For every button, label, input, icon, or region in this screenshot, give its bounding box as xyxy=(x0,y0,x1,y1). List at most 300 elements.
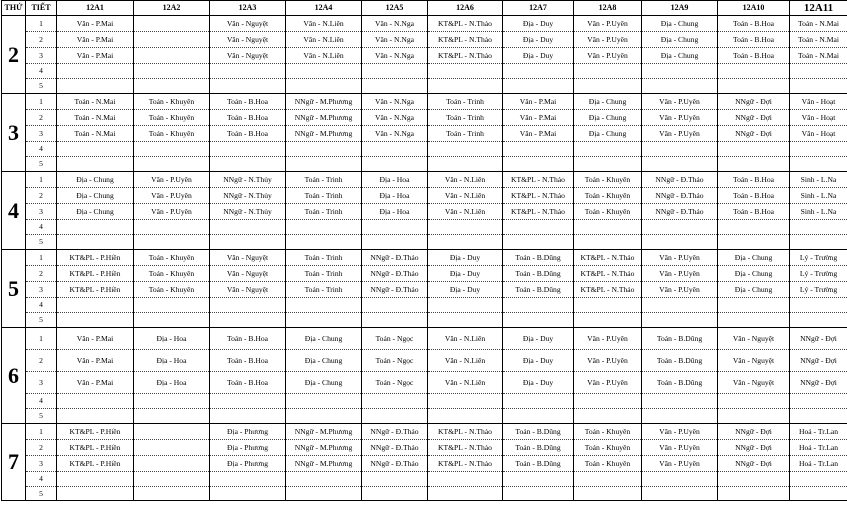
lesson-cell: Văn - Nguyệt xyxy=(210,282,286,298)
lesson-cell xyxy=(134,142,210,157)
period-number: 1 xyxy=(26,328,57,350)
lesson-cell: Địa - Chung xyxy=(718,266,790,282)
lesson-cell xyxy=(503,235,574,250)
lesson-cell: Văn - P.Uyên xyxy=(134,172,210,188)
lesson-cell: NNgữ - Đợi xyxy=(718,126,790,142)
period-number: 5 xyxy=(26,157,57,172)
lesson-cell xyxy=(790,313,847,328)
lesson-cell xyxy=(503,409,574,424)
lesson-cell: Địa - Duy xyxy=(428,282,503,298)
lesson-cell: Văn - P.Uyên xyxy=(642,424,718,440)
lesson-cell: KT&PL - N.Thảo xyxy=(428,48,503,64)
lesson-cell: Toán - Khuyên xyxy=(134,94,210,110)
lesson-cell: KT&PL - P.Hiền xyxy=(57,266,134,282)
lesson-cell: Địa - Chung xyxy=(574,126,642,142)
lesson-cell: Lý - Trường xyxy=(790,250,847,266)
lesson-cell: KT&PL - N.Thảo xyxy=(428,32,503,48)
lesson-cell: Hoá - Tr.Lan xyxy=(790,440,847,456)
lesson-cell: NNgữ - M.Phương xyxy=(286,424,362,440)
lesson-cell xyxy=(642,487,718,501)
lesson-cell xyxy=(286,64,362,79)
lesson-cell xyxy=(210,64,286,79)
schedule-row xyxy=(2,372,847,394)
lesson-cell xyxy=(286,157,362,172)
lesson-cell: Toán - Khuyên xyxy=(134,266,210,282)
lesson-cell xyxy=(718,313,790,328)
schedule-row xyxy=(2,48,847,64)
lesson-cell: KT&PL - N.Thảo xyxy=(574,266,642,282)
timetable xyxy=(1,0,847,501)
lesson-cell: KT&PL - P.Hiền xyxy=(57,440,134,456)
lesson-cell xyxy=(362,220,428,235)
lesson-cell: NNgữ - N.Thủy xyxy=(210,172,286,188)
lesson-cell xyxy=(210,235,286,250)
lesson-cell: Địa - Hoa xyxy=(362,204,428,220)
lesson-cell xyxy=(134,16,210,32)
lesson-cell: Văn - Hoạt xyxy=(790,94,847,110)
lesson-cell: Toán - B.Dũng xyxy=(642,328,718,350)
lesson-cell xyxy=(57,409,134,424)
lesson-cell xyxy=(574,235,642,250)
lesson-cell: Hoá - Tr.Lan xyxy=(790,456,847,472)
lesson-cell: Văn - N.Nga xyxy=(362,94,428,110)
class-header: 12A10 xyxy=(718,1,790,16)
schedule-row xyxy=(2,282,847,298)
lesson-cell: NNgữ - M.Phương xyxy=(286,456,362,472)
lesson-cell xyxy=(574,79,642,94)
lesson-cell xyxy=(718,472,790,487)
lesson-cell xyxy=(790,487,847,501)
schedule-row xyxy=(2,220,847,235)
schedule-row xyxy=(2,188,847,204)
lesson-cell: Toán - Ngọc xyxy=(362,350,428,372)
schedule-row xyxy=(2,394,847,409)
lesson-cell: Văn - Nguyệt xyxy=(718,328,790,350)
lesson-cell xyxy=(642,394,718,409)
lesson-cell xyxy=(503,487,574,501)
day-header: THỨ xyxy=(2,1,26,16)
lesson-cell: KT&PL - N.Thảo xyxy=(428,440,503,456)
lesson-cell xyxy=(503,394,574,409)
lesson-cell xyxy=(57,157,134,172)
lesson-cell xyxy=(642,64,718,79)
lesson-cell: Toán - Khuyên xyxy=(574,456,642,472)
lesson-cell: Toán - B.Hoa xyxy=(718,204,790,220)
lesson-cell xyxy=(57,235,134,250)
lesson-cell: Văn - P.Mai xyxy=(57,32,134,48)
lesson-cell: Văn - P.Uyên xyxy=(642,94,718,110)
schedule-row xyxy=(2,487,847,501)
lesson-cell xyxy=(718,487,790,501)
lesson-cell xyxy=(574,409,642,424)
lesson-cell: Văn - N.Nga xyxy=(362,48,428,64)
lesson-cell: NNgữ - Đợi xyxy=(718,440,790,456)
lesson-cell: Toán - Trinh xyxy=(286,188,362,204)
lesson-cell: Toán - B.Dũng xyxy=(642,372,718,394)
class-header: 12A9 xyxy=(642,1,718,16)
lesson-cell xyxy=(718,157,790,172)
lesson-cell xyxy=(362,409,428,424)
lesson-cell xyxy=(57,313,134,328)
period-number: 2 xyxy=(26,110,57,126)
day-label: 7 xyxy=(2,424,26,501)
lesson-cell: Văn - P.Mai xyxy=(503,126,574,142)
lesson-cell: NNgữ - Đợi xyxy=(718,94,790,110)
lesson-cell xyxy=(574,313,642,328)
lesson-cell: Địa - Hoa xyxy=(362,172,428,188)
lesson-cell xyxy=(210,142,286,157)
lesson-cell: Văn - N.Nga xyxy=(362,32,428,48)
lesson-cell: NNgữ - Đợi xyxy=(718,424,790,440)
lesson-cell: Địa - Hoa xyxy=(362,188,428,204)
lesson-cell xyxy=(57,394,134,409)
lesson-cell: Văn - P.Uyên xyxy=(642,456,718,472)
lesson-cell: Văn - Nguyệt xyxy=(210,48,286,64)
timetable-body xyxy=(2,16,847,501)
lesson-cell xyxy=(790,220,847,235)
period-number: 5 xyxy=(26,235,57,250)
lesson-cell: Địa - Chung xyxy=(57,188,134,204)
lesson-cell xyxy=(503,79,574,94)
lesson-cell: Toán - Khuyên xyxy=(134,282,210,298)
lesson-cell xyxy=(210,472,286,487)
lesson-cell: KT&PL - P.Hiền xyxy=(57,250,134,266)
class-header: 12A6 xyxy=(428,1,503,16)
period-number: 4 xyxy=(26,472,57,487)
lesson-cell xyxy=(210,409,286,424)
lesson-cell xyxy=(574,142,642,157)
schedule-row xyxy=(2,266,847,282)
lesson-cell xyxy=(718,298,790,313)
lesson-cell: Toán - B.Hoa xyxy=(718,32,790,48)
lesson-cell: KT&PL - P.Hiền xyxy=(57,282,134,298)
schedule-row xyxy=(2,424,847,440)
lesson-cell xyxy=(57,142,134,157)
lesson-cell: Văn - P.Uyên xyxy=(642,110,718,126)
lesson-cell: NNgữ - Đợi xyxy=(718,110,790,126)
lesson-cell: Toán - B.Hoa xyxy=(210,110,286,126)
lesson-cell xyxy=(286,487,362,501)
period-number: 3 xyxy=(26,456,57,472)
day-label: 2 xyxy=(2,16,26,94)
lesson-cell: Toán - B.Hoa xyxy=(210,350,286,372)
lesson-cell xyxy=(134,220,210,235)
lesson-cell xyxy=(362,142,428,157)
class-header: 12A8 xyxy=(574,1,642,16)
lesson-cell xyxy=(574,157,642,172)
lesson-cell xyxy=(286,394,362,409)
lesson-cell: Toán - Trinh xyxy=(286,250,362,266)
lesson-cell: KT&PL - N.Thảo xyxy=(503,204,574,220)
lesson-cell xyxy=(362,472,428,487)
period-number: 1 xyxy=(26,250,57,266)
schedule-row xyxy=(2,313,847,328)
lesson-cell xyxy=(134,424,210,440)
lesson-cell: Toán - Trinh xyxy=(286,282,362,298)
schedule-row xyxy=(2,79,847,94)
lesson-cell xyxy=(210,298,286,313)
lesson-cell: NNgữ - M.Phương xyxy=(286,126,362,142)
lesson-cell: Địa - Chung xyxy=(574,94,642,110)
lesson-cell: Văn - N.Liên xyxy=(428,188,503,204)
lesson-cell xyxy=(362,313,428,328)
lesson-cell: Văn - N.Liên xyxy=(286,48,362,64)
lesson-cell: Văn - N.Liên xyxy=(428,204,503,220)
lesson-cell: Văn - P.Uyên xyxy=(574,32,642,48)
lesson-cell: Toán - Khuyên xyxy=(134,110,210,126)
lesson-cell: NNgữ - Đ.Thảo xyxy=(362,440,428,456)
lesson-cell xyxy=(134,64,210,79)
lesson-cell xyxy=(642,472,718,487)
lesson-cell: NNgữ - N.Thủy xyxy=(210,188,286,204)
lesson-cell xyxy=(503,157,574,172)
lesson-cell: Toán - B.Hoa xyxy=(718,172,790,188)
lesson-cell: NNgữ - Đ.Thảo xyxy=(362,424,428,440)
lesson-cell: Địa - Duy xyxy=(503,32,574,48)
lesson-cell: Văn - N.Liên xyxy=(428,172,503,188)
lesson-cell xyxy=(574,394,642,409)
schedule-row xyxy=(2,172,847,188)
period-number: 5 xyxy=(26,487,57,501)
lesson-cell xyxy=(428,142,503,157)
lesson-cell xyxy=(428,235,503,250)
lesson-cell xyxy=(574,487,642,501)
lesson-cell xyxy=(790,298,847,313)
lesson-cell: Địa - Duy xyxy=(503,48,574,64)
lesson-cell: Toán - Trinh xyxy=(286,204,362,220)
period-number: 2 xyxy=(26,32,57,48)
lesson-cell: Toán - N.Mai xyxy=(790,16,847,32)
lesson-cell: KT&PL - N.Thảo xyxy=(428,16,503,32)
lesson-cell xyxy=(428,220,503,235)
lesson-cell xyxy=(503,220,574,235)
lesson-cell xyxy=(642,220,718,235)
lesson-cell: Sinh - L.Na xyxy=(790,172,847,188)
lesson-cell xyxy=(718,394,790,409)
lesson-cell: Toán - Trinh xyxy=(286,266,362,282)
schedule-row xyxy=(2,350,847,372)
lesson-cell xyxy=(790,409,847,424)
period-number: 1 xyxy=(26,94,57,110)
period-number: 3 xyxy=(26,372,57,394)
lesson-cell xyxy=(362,157,428,172)
period-number: 2 xyxy=(26,440,57,456)
lesson-cell: Địa - Phương xyxy=(210,440,286,456)
schedule-row xyxy=(2,126,847,142)
period-number: 3 xyxy=(26,48,57,64)
lesson-cell xyxy=(134,456,210,472)
period-number: 5 xyxy=(26,313,57,328)
lesson-cell: NNgữ - Đợi xyxy=(790,328,847,350)
lesson-cell: Văn - N.Liên xyxy=(428,372,503,394)
period-number: 2 xyxy=(26,266,57,282)
period-number: 1 xyxy=(26,424,57,440)
lesson-cell: Văn - P.Uyên xyxy=(574,48,642,64)
lesson-cell: Văn - P.Uyên xyxy=(642,440,718,456)
lesson-cell xyxy=(362,298,428,313)
lesson-cell xyxy=(428,313,503,328)
lesson-cell xyxy=(503,472,574,487)
lesson-cell xyxy=(362,235,428,250)
lesson-cell xyxy=(362,79,428,94)
lesson-cell: Địa - Duy xyxy=(428,266,503,282)
period-number: 4 xyxy=(26,142,57,157)
lesson-cell: Toán - B.Dũng xyxy=(503,424,574,440)
period-number: 4 xyxy=(26,220,57,235)
lesson-cell xyxy=(642,142,718,157)
day-label: 3 xyxy=(2,94,26,172)
lesson-cell: NNgữ - Đ.Thảo xyxy=(642,172,718,188)
lesson-cell: Toán - B.Hoa xyxy=(210,328,286,350)
lesson-cell: Toán - Trinh xyxy=(428,94,503,110)
lesson-cell xyxy=(503,298,574,313)
lesson-cell: Văn - Hoạt xyxy=(790,110,847,126)
lesson-cell xyxy=(134,440,210,456)
class-header: 12A4 xyxy=(286,1,362,16)
lesson-cell xyxy=(718,142,790,157)
schedule-row xyxy=(2,456,847,472)
lesson-cell xyxy=(210,79,286,94)
schedule-row xyxy=(2,250,847,266)
lesson-cell: Toán - N.Mai xyxy=(790,32,847,48)
lesson-cell: KT&PL - N.Thảo xyxy=(503,172,574,188)
lesson-cell: Địa - Chung xyxy=(286,372,362,394)
lesson-cell xyxy=(134,79,210,94)
lesson-cell: Toán - B.Dũng xyxy=(642,350,718,372)
lesson-cell: Văn - Nguyệt xyxy=(210,32,286,48)
lesson-cell: Toán - Khuyên xyxy=(574,440,642,456)
lesson-cell: Văn - P.Mai xyxy=(57,372,134,394)
period-number: 3 xyxy=(26,282,57,298)
period-number: 3 xyxy=(26,204,57,220)
period-number: 1 xyxy=(26,16,57,32)
lesson-cell xyxy=(428,487,503,501)
period-header: TIẾT xyxy=(26,1,57,16)
lesson-cell: Toán - B.Dũng xyxy=(503,440,574,456)
lesson-cell: Lý - Trường xyxy=(790,282,847,298)
lesson-cell: KT&PL - N.Thảo xyxy=(574,282,642,298)
lesson-cell: Văn - N.Nga xyxy=(362,110,428,126)
lesson-cell xyxy=(134,32,210,48)
lesson-cell: Toán - Ngọc xyxy=(362,372,428,394)
lesson-cell: Toán - B.Hoa xyxy=(718,16,790,32)
schedule-row xyxy=(2,32,847,48)
lesson-cell xyxy=(362,394,428,409)
lesson-cell xyxy=(642,298,718,313)
lesson-cell xyxy=(134,157,210,172)
schedule-row xyxy=(2,440,847,456)
lesson-cell: Địa - Duy xyxy=(503,350,574,372)
lesson-cell: Địa - Hoa xyxy=(134,372,210,394)
lesson-cell: Văn - P.Mai xyxy=(503,94,574,110)
schedule-row xyxy=(2,328,847,350)
lesson-cell xyxy=(574,220,642,235)
lesson-cell xyxy=(790,64,847,79)
lesson-cell xyxy=(718,64,790,79)
lesson-cell xyxy=(286,142,362,157)
lesson-cell xyxy=(134,313,210,328)
lesson-cell: NNgữ - Đợi xyxy=(790,350,847,372)
lesson-cell xyxy=(286,220,362,235)
lesson-cell xyxy=(362,64,428,79)
lesson-cell xyxy=(286,298,362,313)
lesson-cell xyxy=(57,298,134,313)
lesson-cell: Văn - P.Uyên xyxy=(574,372,642,394)
lesson-cell xyxy=(134,235,210,250)
lesson-cell: Văn - Hoạt xyxy=(790,126,847,142)
lesson-cell xyxy=(286,313,362,328)
schedule-row xyxy=(2,298,847,313)
lesson-cell xyxy=(718,235,790,250)
lesson-cell xyxy=(642,409,718,424)
lesson-cell: NNgữ - Đ.Thảo xyxy=(642,188,718,204)
lesson-cell: Địa - Duy xyxy=(503,372,574,394)
lesson-cell xyxy=(718,409,790,424)
lesson-cell xyxy=(57,472,134,487)
lesson-cell: Văn - P.Uyên xyxy=(642,282,718,298)
day-label: 5 xyxy=(2,250,26,328)
period-number: 2 xyxy=(26,350,57,372)
lesson-cell: Địa - Chung xyxy=(57,204,134,220)
period-number: 5 xyxy=(26,409,57,424)
lesson-cell xyxy=(642,157,718,172)
lesson-cell: Hoá - Tr.Lan xyxy=(790,424,847,440)
lesson-cell: Văn - Nguyệt xyxy=(718,350,790,372)
lesson-cell: Địa - Duy xyxy=(428,250,503,266)
lesson-cell: Địa - Phương xyxy=(210,456,286,472)
lesson-cell xyxy=(718,220,790,235)
lesson-cell: Toán - B.Hoa xyxy=(210,372,286,394)
lesson-cell: Toán - B.Hoa xyxy=(718,188,790,204)
lesson-cell xyxy=(642,79,718,94)
lesson-cell: Toán - Trinh xyxy=(428,110,503,126)
lesson-cell: Toán - B.Dũng xyxy=(503,250,574,266)
class-header: 12A3 xyxy=(210,1,286,16)
lesson-cell xyxy=(286,79,362,94)
day-label: 4 xyxy=(2,172,26,250)
lesson-cell: Toán - B.Hoa xyxy=(210,94,286,110)
header-row xyxy=(2,1,847,16)
lesson-cell: Địa - Chung xyxy=(642,48,718,64)
lesson-cell: Toán - Trinh xyxy=(286,172,362,188)
lesson-cell: Văn - Nguyệt xyxy=(210,266,286,282)
lesson-cell xyxy=(210,157,286,172)
lesson-cell xyxy=(286,235,362,250)
lesson-cell: Toán - N.Mai xyxy=(57,126,134,142)
class-header: 12A1 xyxy=(57,1,134,16)
lesson-cell xyxy=(790,235,847,250)
lesson-cell xyxy=(134,394,210,409)
schedule-row xyxy=(2,235,847,250)
lesson-cell: NNgữ - Đ.Thảo xyxy=(362,266,428,282)
lesson-cell xyxy=(210,220,286,235)
schedule-row xyxy=(2,16,847,32)
lesson-cell: Địa - Chung xyxy=(286,328,362,350)
lesson-cell: KT&PL - N.Thảo xyxy=(574,250,642,266)
lesson-cell: KT&PL - N.Thảo xyxy=(428,456,503,472)
lesson-cell: Toán - Trinh xyxy=(428,126,503,142)
lesson-cell: Địa - Hoa xyxy=(134,328,210,350)
lesson-cell: Văn - N.Liên xyxy=(428,328,503,350)
lesson-cell xyxy=(790,472,847,487)
lesson-cell: Văn - P.Uyên xyxy=(642,250,718,266)
lesson-cell: KT&PL - P.Hiền xyxy=(57,456,134,472)
lesson-cell xyxy=(642,313,718,328)
lesson-cell xyxy=(134,409,210,424)
lesson-cell: Địa - Phương xyxy=(210,424,286,440)
lesson-cell: Địa - Chung xyxy=(286,350,362,372)
lesson-cell xyxy=(134,487,210,501)
